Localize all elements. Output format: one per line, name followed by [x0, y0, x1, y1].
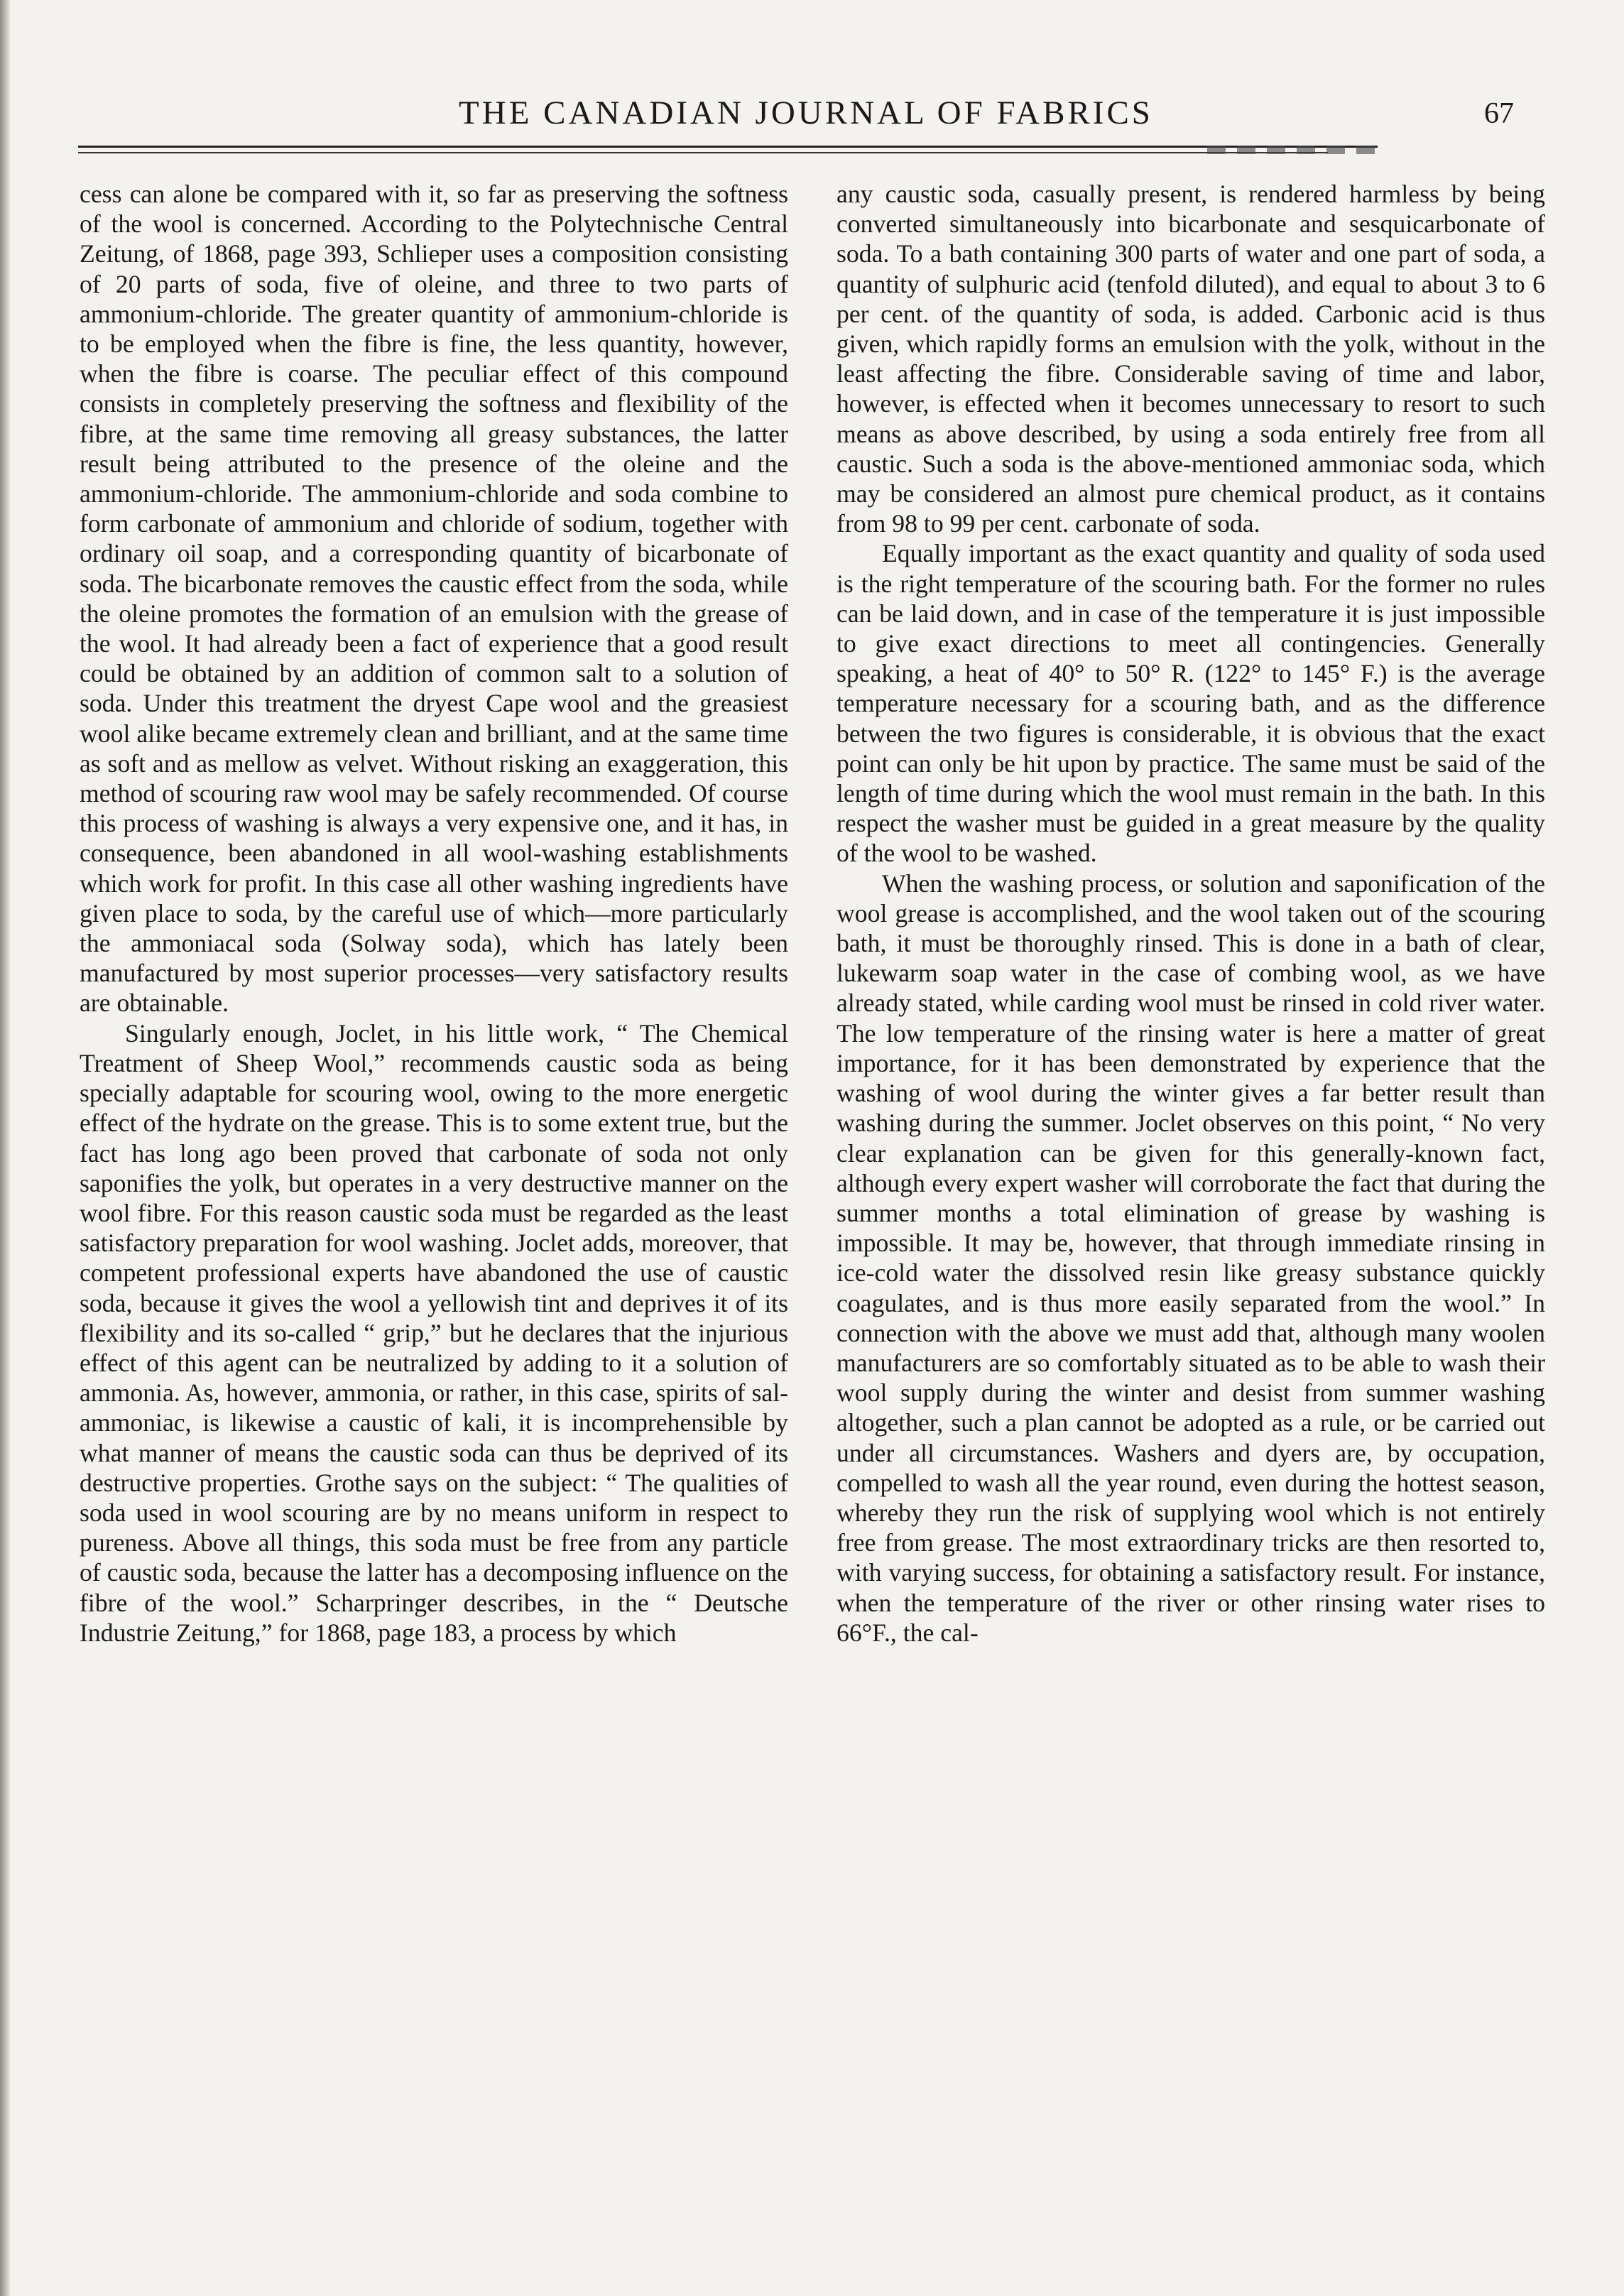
paragraph: cess can alone be compared with it, so far as preserving the softness of the wool is concerned. According to the Polytechnische Central Zeitung, of 1868, page 393, Schlieper uses a composition consisting of 20 parts of soda, five of oleine, and three to two parts of ammonium-chloride. The greater quantity of ammonium-chloride is to be employed when the fibre is fine, the less quantity, however, when the fibre is coarse. The peculiar effect of this compound consists in completely preserving the softness and flexibility of the fibre, at the same time removing all greasy substances, the latter result being attributed to the presence of the oleine and the ammonium-chloride. The ammonium-chloride and soda combine to form carbonate of ammonium and chloride of sodium, together with ordinary oil soap, and a corresponding quantity of bicarbonate of soda. The bicarbonate removes the caustic effect from the soda, while the oleine promotes the formation of an emulsion with the grease of the wool. It had already been a fact of experience that a good result could be obtained by an addition of common salt to a solution of soda. Under this treatment the dryest Cape wool and the greasiest wool alike became extremely clean and brilliant, and at the same time as soft and as mellow as velvet. Without risking an exaggeration, this method of scouring raw wool may be safely recommended. Of course this process of washing is always a very expensive one, and it has, in consequence, been abandoned in all wool-washing establishments which work for profit. In this case all other washing ingredients have given place to soda, by the careful use of which—more particularly the ammoniacal soda (Solway soda), which has lately been manufactured by most superior processes—very satisfactory results are obtainable.: [80, 180, 788, 1018]
left-column: [80, 179, 788, 2281]
header-rule-top: [78, 146, 1378, 148]
header-rule-bottom: [78, 152, 1328, 153]
header-rule-dashes: [1207, 146, 1378, 154]
page-edge-shadow: [0, 0, 10, 2296]
paragraph: When the washing process, or solution and saponification of the wool grease is accomplished, and the wool taken out of the scouring bath, it must be thoroughly rinsed. This is done in a bath of clear, lukewarm soap water in the case of combing wool, as we have already stated, while carding wool must be rinsed in cold river water. The low temperature of the rinsing water is here a matter of great importance, for it has been demonstrated by experience that the washing of wool during the winter gives a far better result than washing during the summer. Joclet observes on this point, “ No very clear explanation can be given for this generally-known fact, although every expert washer will corroborate the fact that during the summer months a total elimination of grease by washing is impossible. It may be, however, that through immediate rinsing in ice-cold water the dissolved resin like greasy substance quickly coagulates, and is thus more easily separated from the wool.” In connection with the above we must add that, although many woolen manufacturers are so comfortably situated as to be able to wash their wool supply during the winter and desist from summer washing altogether, such a plan cannot be adopted as a rule, or be carried out under all circumstances. Washers and dyers are, by occupation, compelled to wash all the year round, even during the hottest season, whereby they run the risk of supplying wool which is not entirely free from grease. The most extraordinary tricks are then resorted to, with varying success, for obtaining a satisfactory result. For instance, when the temperature of the river or other rinsing water rises to 66°F., the cal-: [836, 869, 1545, 1647]
paragraph: any caustic soda, casually present, is rendered harmless by being converted simultaneously into bicarbonate and sesquicarbonate of soda. To a bath containing 300 parts of water and one part of soda, a quantity of sulphuric acid (tenfold diluted), and equal to about 3 to 6 per cent. of the quantity of soda, is added. Carbonic acid is thus given, which rapidly forms an emulsion with the yolk, without in the least affecting the fibre. Considerable saving of time and labor, however, is effected when it becomes unnecessary to resort to such means as above described, by using a soda entirely free from all caustic. Such a soda is the above-mentioned ammoniac soda, which may be considered an almost pure chemical product, as it contains from 98 to 99 per cent. carbonate of soda.: [836, 180, 1545, 538]
page-number: 67: [1484, 97, 1514, 130]
paragraph: Singularly enough, Joclet, in his little work, “ The Chemical Treatment of Sheep Wool,” recommends caustic soda as being specially adaptable for scouring wool, owing to the more energetic effect of the hydrate on the grease. This is to some extent true, but the fact has long ago been proved that carbonate of soda not only saponifies the yolk, but operates in a very destructive manner on the wool fibre. For this reason caustic soda must be regarded as the least satisfactory preparation for wool washing. Joclet adds, moreover, that competent professional experts have abandoned the use of caustic soda, because it gives the wool a yellowish tint and deprives it of its flexibility and its so-called “ grip,” but he declares that the injurious effect of this agent can be neutralized by adding to it a solution of ammonia. As, however, ammonia, or rather, in this case, spirits of sal-ammoniac, is likewise a caustic of kali, it is incomprehensible by what manner of means the caustic soda can thus be deprived of its destructive properties. Grothe says on the subject: “ The qualities of soda used in wool scouring are by no means uniform in respect to pureness. Above all things, this soda must be free from any particle of caustic soda, because the latter has a decomposing influence on the fibre of the wool.” Scharpringer describes, in the “ Deutsche Industrie Zeitung,” for 1868, page 183, a process by which: [80, 1018, 788, 1647]
paragraph: Equally important as the exact quantity and quality of soda used is the right temperature of the scouring bath. For the former no rules can be laid down, and in case of the temperature it is just impossible to give exact directions to meet all contingencies. Generally speaking, a heat of 40° to 50° R. (122° to 145° F.) is the average temperature necessary for a scouring bath, and as the difference between the two figures is considerable, it is obvious that the exact point can only be hit upon by practice. The same must be said of the length of time during which the wool must remain in the bath. In this respect the washer must be guided in a great measure by the quality of the wool to be washed.: [836, 539, 1545, 868]
right-column: [836, 179, 1545, 2281]
page-header: [78, 94, 1527, 136]
journal-title: THE CANADIAN JOURNAL OF FABRICS: [459, 94, 1153, 131]
